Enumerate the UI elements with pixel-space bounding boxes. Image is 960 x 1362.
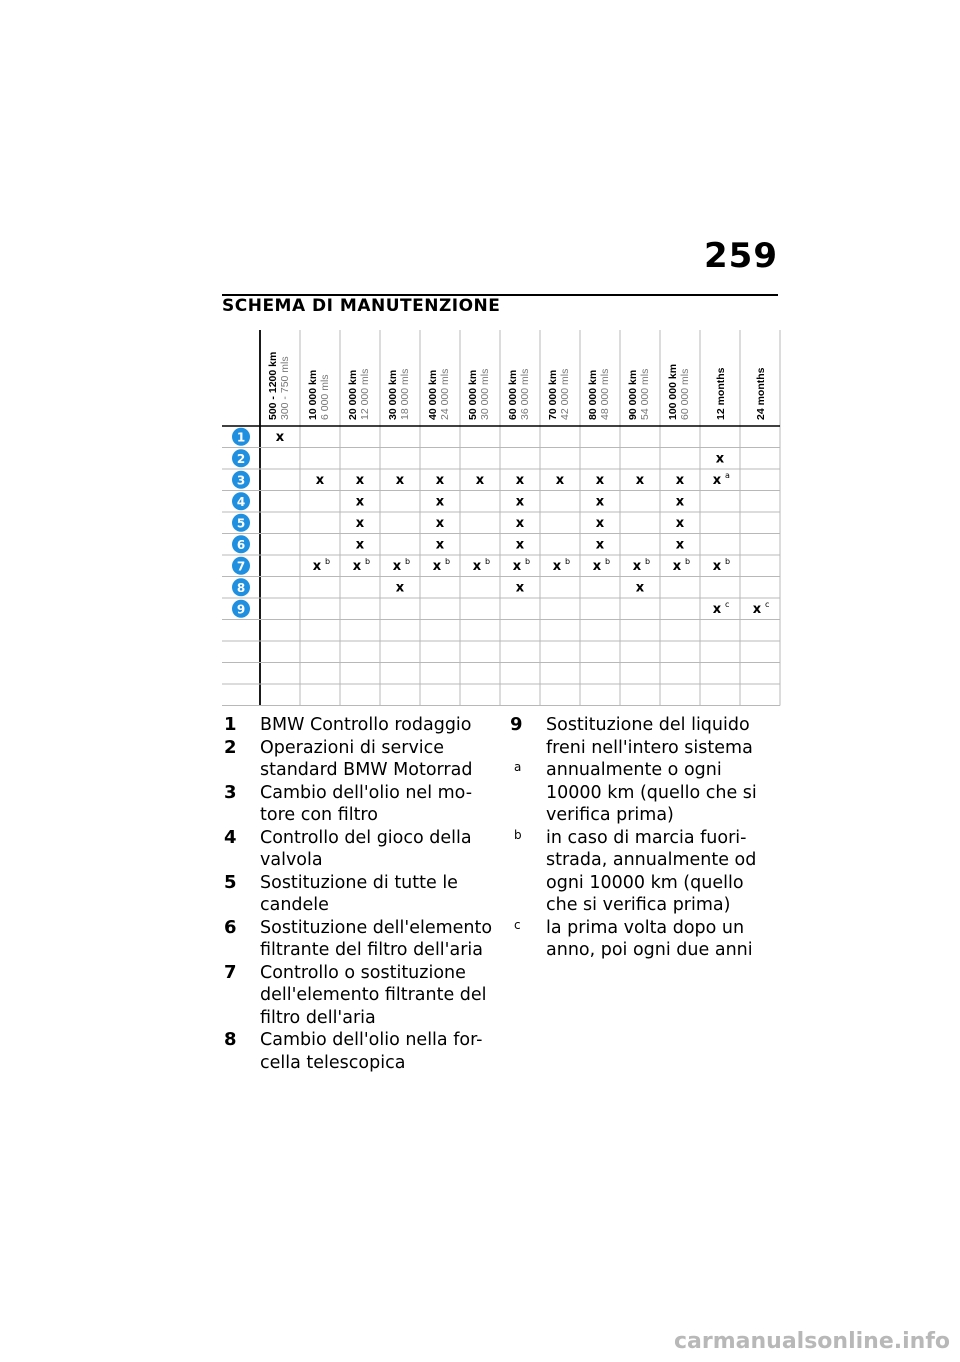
schedule-mark: x bbox=[595, 472, 605, 488]
column-header-mls: 30 000 mls bbox=[479, 368, 491, 420]
schedule-mark-footnote: c bbox=[765, 599, 770, 609]
legend-num: 5 bbox=[224, 871, 237, 893]
schedule-mark: x bbox=[355, 515, 365, 531]
column-header-mls: 36 000 mls bbox=[519, 368, 531, 420]
schedule-mark-footnote: b bbox=[325, 556, 331, 566]
column-header-km: 100 000 km bbox=[667, 363, 679, 420]
schedule-mark: x bbox=[675, 494, 685, 510]
legend-text: Sostituzione di tutte le candele bbox=[260, 872, 458, 915]
schedule-mark-footnote: b bbox=[365, 556, 371, 566]
schedule-mark-footnote: b bbox=[605, 556, 611, 566]
column-header-km: 10 000 km bbox=[307, 369, 319, 420]
legend-item-9 bbox=[510, 714, 780, 759]
column-header-mls: 18 000 mls bbox=[399, 368, 411, 420]
schedule-mark: x bbox=[592, 558, 602, 574]
schedule-mark: x bbox=[552, 558, 562, 574]
legend-text: Controllo o sostituzione dell'elemento filtrante del filtro dell'aria bbox=[260, 962, 487, 1028]
schedule-mark: x bbox=[472, 558, 482, 574]
legend-item-6 bbox=[224, 917, 494, 962]
footnote-a bbox=[510, 759, 780, 827]
schedule-mark: x bbox=[752, 601, 762, 617]
legend-item-8 bbox=[224, 1029, 494, 1074]
schedule-mark-footnote: b bbox=[485, 556, 491, 566]
footnote-mark: c bbox=[514, 917, 521, 932]
schedule-mark: x bbox=[435, 537, 445, 553]
row-badge-number: 5 bbox=[236, 516, 246, 531]
schedule-mark: x bbox=[635, 580, 645, 596]
schedule-mark-footnote: b bbox=[565, 556, 571, 566]
column-header bbox=[387, 369, 411, 420]
column-header-mls: 24 000 mls bbox=[439, 368, 451, 420]
legend-num: 3 bbox=[224, 781, 237, 803]
schedule-mark: x bbox=[715, 451, 725, 467]
schedule-mark: x bbox=[515, 515, 525, 531]
column-header bbox=[587, 369, 611, 420]
row-badge-number: 4 bbox=[236, 494, 246, 509]
schedule-mark-footnote: b bbox=[685, 556, 691, 566]
schedule-mark: x bbox=[275, 429, 285, 445]
column-header bbox=[267, 352, 291, 420]
schedule-mark: x bbox=[595, 494, 605, 510]
row-badge-number: 1 bbox=[236, 430, 246, 445]
schedule-mark-footnote: c bbox=[725, 599, 730, 609]
footnote-b bbox=[510, 827, 780, 917]
row-badge-number: 9 bbox=[236, 602, 246, 617]
legend-item-2 bbox=[224, 737, 494, 782]
schedule-mark: x bbox=[395, 580, 405, 596]
schedule-mark-footnote: b bbox=[725, 556, 731, 566]
schedule-mark: x bbox=[555, 472, 565, 488]
column-header-km: 90 000 km bbox=[627, 369, 639, 420]
schedule-mark-footnote: a bbox=[725, 470, 730, 480]
column-header bbox=[467, 369, 491, 420]
schedule-mark: x bbox=[432, 558, 442, 574]
schedule-mark: x bbox=[475, 472, 485, 488]
schedule-mark: x bbox=[675, 472, 685, 488]
column-header-km: 60 000 km bbox=[507, 369, 519, 420]
schedule-mark: x bbox=[435, 515, 445, 531]
footnote-c bbox=[510, 917, 780, 962]
column-header-mls: 300 - 750 mls bbox=[279, 356, 291, 420]
schedule-mark-footnote: b bbox=[445, 556, 451, 566]
schedule-mark-footnote: b bbox=[405, 556, 411, 566]
legend-item-3 bbox=[224, 782, 494, 827]
legend-text: Controllo del gioco della valvola bbox=[260, 827, 472, 870]
schedule-mark: x bbox=[632, 558, 642, 574]
legend-item-5 bbox=[224, 872, 494, 917]
legend-item-7 bbox=[224, 962, 494, 1030]
column-header-km: 24 months bbox=[755, 367, 767, 420]
column-header-mls: 6 000 mls bbox=[319, 374, 331, 420]
schedule-mark: x bbox=[515, 580, 525, 596]
legend-text: Operazioni di service standard BMW Motorrad bbox=[260, 737, 473, 780]
legend-text: Sostituzione del liquido freni nell'intero sistema bbox=[546, 715, 753, 758]
row-badge-number: 3 bbox=[236, 473, 246, 488]
legend-item-4 bbox=[224, 827, 494, 872]
column-header-mls: 42 000 mls bbox=[559, 368, 571, 420]
legend-right bbox=[510, 714, 780, 962]
column-header-km: 500 - 1200 km bbox=[267, 351, 279, 420]
column-header-km: 20 000 km bbox=[347, 369, 359, 420]
schedule-mark: x bbox=[355, 537, 365, 553]
schedule-mark: x bbox=[635, 472, 645, 488]
column-header bbox=[627, 369, 651, 420]
legend-num: 6 bbox=[224, 916, 237, 938]
schedule-mark: x bbox=[435, 472, 445, 488]
column-header-km: 70 000 km bbox=[547, 369, 559, 420]
column-header bbox=[715, 367, 727, 420]
legend-num: 7 bbox=[224, 961, 237, 983]
column-header-km: 80 000 km bbox=[587, 369, 599, 420]
schedule-mark: x bbox=[395, 472, 405, 488]
legend-num: 2 bbox=[224, 736, 237, 758]
section-title: SCHEMA DI MANUTENZIONE bbox=[222, 296, 501, 316]
footnote-text: in caso di marcia fuori-strada, annualmente od ogni 10000 km (quello che si verifica prima) bbox=[546, 827, 757, 915]
schedule-mark: x bbox=[712, 472, 722, 488]
footnote-text: annualmente o ogni 10000 km (quello che si verifica prima) bbox=[546, 760, 757, 825]
column-header bbox=[755, 367, 767, 420]
legend-text: Cambio dell'olio nella for-cella telescopica bbox=[260, 1030, 483, 1073]
schedule-mark: x bbox=[515, 494, 525, 510]
legend-text: Sostituzione dell'elemento filtrante del filtro dell'aria bbox=[260, 917, 493, 960]
page-number: 259 bbox=[704, 236, 778, 276]
column-header bbox=[347, 369, 371, 420]
column-header-km: 40 000 km bbox=[427, 369, 439, 420]
legend-left bbox=[224, 714, 494, 1074]
legend-num: 9 bbox=[510, 714, 523, 735]
schedule-mark: x bbox=[515, 537, 525, 553]
column-header-mls: 54 000 mls bbox=[639, 368, 651, 420]
legend-num: 8 bbox=[224, 1029, 237, 1050]
column-header-mls: 60 000 mls bbox=[679, 368, 691, 420]
legend-num: 1 bbox=[224, 714, 237, 735]
schedule-mark: x bbox=[312, 558, 322, 574]
schedule-mark: x bbox=[675, 515, 685, 531]
schedule-mark-footnote: b bbox=[525, 556, 531, 566]
schedule-mark: x bbox=[595, 515, 605, 531]
column-header-km: 50 000 km bbox=[467, 369, 479, 420]
schedule-mark: x bbox=[435, 494, 445, 510]
column-header-mls: 48 000 mls bbox=[599, 368, 611, 420]
legend-text: Cambio dell'olio nel mo-tore con filtro bbox=[260, 782, 473, 825]
schedule-mark: x bbox=[512, 558, 522, 574]
schedule-mark: x bbox=[675, 537, 685, 553]
row-badge-number: 8 bbox=[236, 580, 246, 595]
legend-text: BMW Controllo rodaggio bbox=[260, 715, 472, 735]
watermark[interactable]: carmanualsonline.info bbox=[674, 1329, 950, 1354]
schedule-mark: x bbox=[315, 472, 325, 488]
column-header-km: 12 months bbox=[715, 367, 727, 420]
column-header-km: 30 000 km bbox=[387, 369, 399, 420]
legend-num: 4 bbox=[224, 826, 237, 848]
column-header bbox=[547, 369, 571, 420]
schedule-mark: x bbox=[352, 558, 362, 574]
schedule-mark: x bbox=[355, 472, 365, 488]
footnote-text: la prima volta dopo un anno, poi ogni due anni bbox=[546, 917, 753, 960]
footnote-mark: b bbox=[514, 827, 522, 842]
column-header-mls: 12 000 mls bbox=[359, 368, 371, 420]
footnote-mark: a bbox=[514, 760, 522, 774]
schedule-mark: x bbox=[392, 558, 402, 574]
column-header bbox=[307, 370, 331, 420]
legend-item-1 bbox=[224, 714, 494, 737]
schedule-mark: x bbox=[355, 494, 365, 510]
column-header bbox=[507, 369, 531, 420]
schedule-mark: x bbox=[595, 537, 605, 553]
row-badge-number: 2 bbox=[236, 451, 246, 466]
row-badge-number: 6 bbox=[236, 537, 246, 552]
schedule-mark: x bbox=[672, 558, 682, 574]
row-badge-number: 7 bbox=[236, 559, 246, 574]
column-header bbox=[667, 364, 691, 420]
schedule-mark-footnote: b bbox=[645, 556, 651, 566]
column-header bbox=[427, 369, 451, 420]
schedule-mark: x bbox=[515, 472, 525, 488]
schedule-mark: x bbox=[712, 601, 722, 617]
schedule-mark: x bbox=[712, 558, 722, 574]
